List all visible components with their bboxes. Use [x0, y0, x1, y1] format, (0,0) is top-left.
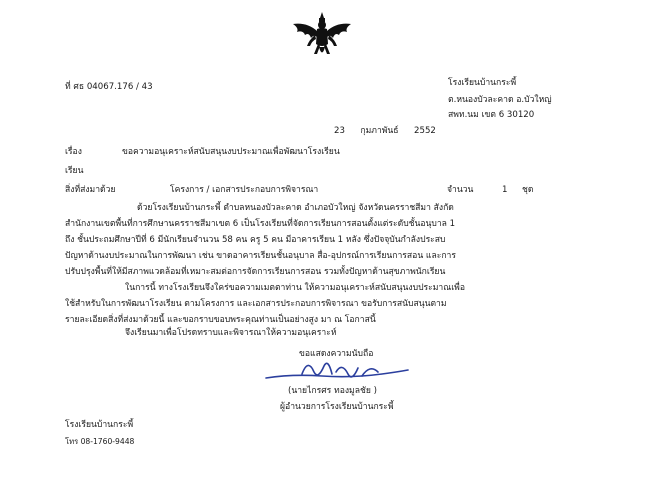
- subject-text: ขอความอนุเคราะห์สนับสนุนงบประมาณเพื่อพัฒนาโรงเรียน: [122, 147, 340, 157]
- body-paragraph-2: [65, 283, 465, 326]
- body-line: ด้วยโรงเรียนบ้านกระพี้ ตำบลหนองบัวละคาด อำเภอบัวใหญ่ จังหวัดนครราชสีมา สังกัด: [137, 203, 454, 213]
- signer-position: ผู้อำนวยการโรงเรียนบ้านกระพี้: [280, 402, 394, 412]
- garuda-emblem-icon: [289, 10, 355, 60]
- sender-address-line-2: สพท.นม เขต 6 30120: [448, 110, 535, 120]
- body-line: ปรับปรุงพื้นที่ให้มีสภาพแวดล้อมที่เหมาะสมต่อการจัดการเรียนการสอน รวมทั้งปัญหาด้านสุขภาพนักเรียน: [65, 267, 446, 277]
- body-line: รายละเอียดสิ่งที่ส่งมาด้วยนี้ และขอกราบขอบพระคุณท่านเป็นอย่างสูง มา ณ โอกาสนี้: [65, 315, 376, 325]
- sender-name: โรงเรียนบ้านกระพี้: [448, 78, 517, 88]
- enclosure-unit: ชุด: [522, 185, 534, 195]
- enclosure-qty-label: จำนวน: [447, 185, 474, 195]
- date-day: 23: [334, 126, 345, 136]
- body-line: ใช้สำหรับในการพัฒนาโรงเรียน ตามโครงการ และเอกสารประกอบการพิจารณา ขอรับการสนับสนุนตาม: [65, 299, 447, 309]
- date-line: [334, 126, 436, 137]
- date-month: กุมภาพันธ์: [360, 126, 399, 136]
- body-line: ในการนี้ ทางโรงเรียนจึงใคร่ขอความเมตตาท่าน ให้ความอนุเคราะห์สนับสนุนงบประมาณเพื่อ: [125, 283, 465, 293]
- enclosure-text: โครงการ / เอกสารประกอบการพิจารณา: [170, 185, 319, 195]
- enclosure-label: สิ่งที่ส่งมาด้วย: [65, 185, 116, 195]
- signer-name: (นายไกรศร ทองมูลชัย ): [288, 386, 377, 396]
- subject-label: เรื่อง: [65, 147, 82, 157]
- signature-closing: ขอแสดงความนับถือ: [299, 349, 374, 359]
- footer-school: โรงเรียนบ้านกระพี้: [65, 420, 134, 430]
- enclosure-qty: 1: [502, 185, 508, 195]
- body-line: ถึง ชั้นประถมศึกษาปีที่ 6 มีนักเรียนจำนวน 58 คน ครู 5 คน มีอาคารเรียน 1 หลัง ซึ่งปัจจุบันกำลังประสบ: [65, 235, 446, 245]
- date-year: 2552: [414, 126, 436, 136]
- reference-number: ที่ ศธ 04067.176 / 43: [65, 82, 153, 92]
- body-line: ปัญหาด้านงบประมาณในการพัฒนา เช่น ขาดอาคารเรียนชั้นอนุบาล สื่อ-อุปกรณ์การเรียนการสอน และการ: [65, 251, 456, 261]
- salutation: เรียน: [65, 166, 84, 176]
- body-line: สำนักงานเขตพื้นที่การศึกษานครราชสีมาเขต 6 เป็นโรงเรียนที่จัดการเรียนการสอนตั้งแต่ระดับชั้นอนุบาล 1: [65, 219, 456, 229]
- body-paragraph-1: [65, 203, 456, 278]
- sender-address-line-1: ต.หนองบัวละคาด อ.บัวใหญ่: [448, 95, 552, 105]
- footer-phone: โทร 08-1760-9448: [65, 437, 135, 446]
- closing-request: จึงเรียนมาเพื่อโปรดทราบและพิจารณาให้ความอนุเคราะห์: [125, 328, 337, 338]
